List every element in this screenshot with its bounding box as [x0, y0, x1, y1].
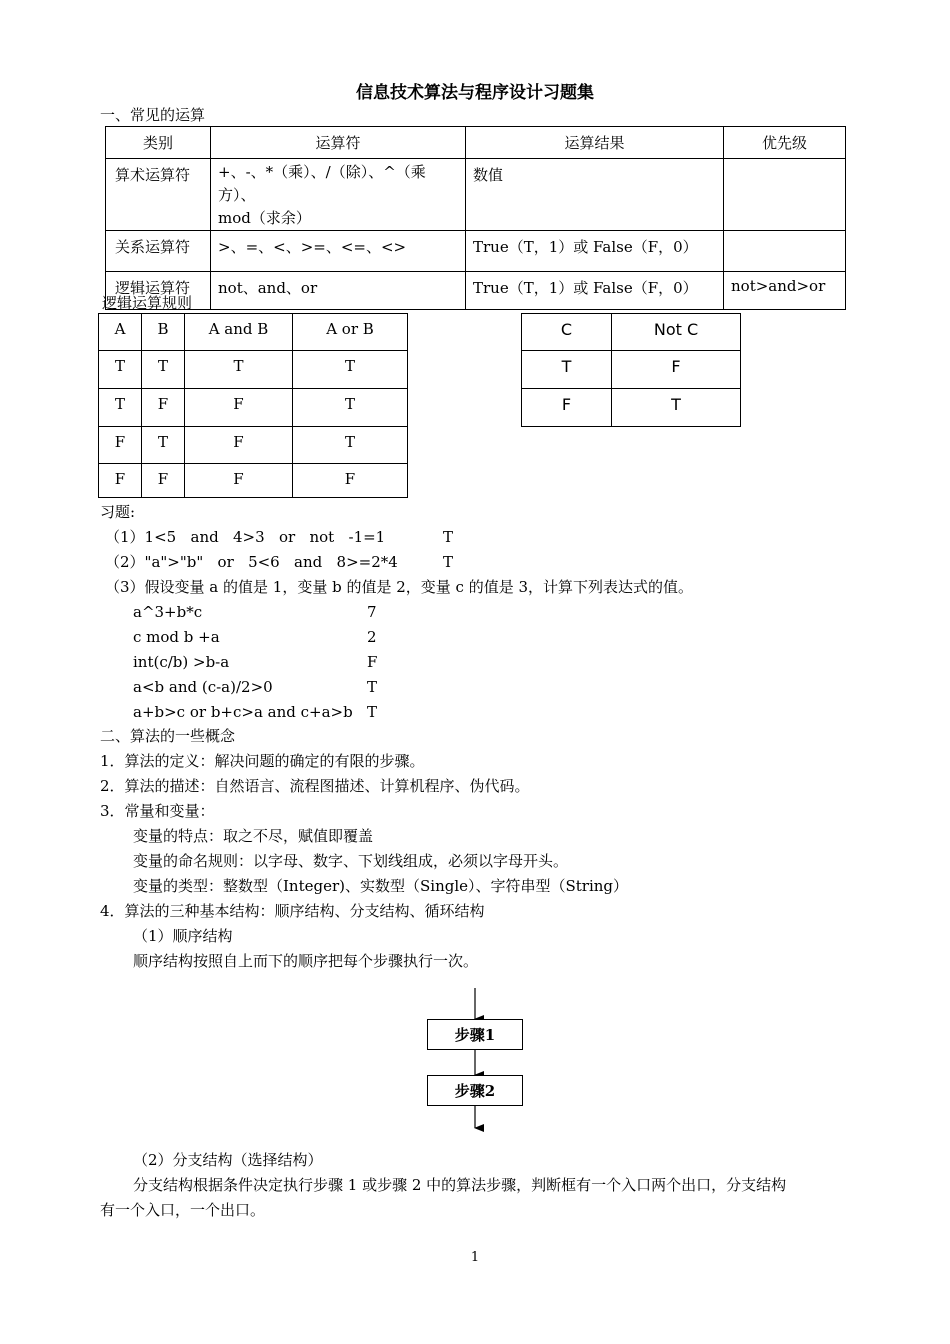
expression: a<b and (c-a)/2>0 [133, 678, 273, 696]
operator-line: mod（求余） [218, 209, 311, 227]
table-cell: F [142, 389, 185, 427]
header-operator: 运算符 [211, 127, 466, 159]
sequence-description: 顺序结构按照自上而下的顺序把每个步骤执行一次。 [133, 952, 479, 970]
result-cell: True（T，1）或 False（F，0） [466, 231, 724, 272]
header-not-c: Not C [612, 314, 741, 351]
table-cell: T [293, 427, 408, 464]
table-cell: T [99, 389, 142, 427]
logic-rules-heading: 逻辑运算规则 [102, 294, 193, 312]
table-cell: F [99, 464, 142, 498]
category-cell: 逻辑运算符 [106, 272, 211, 310]
header-a-and-b: A and B [185, 314, 293, 351]
expression: c mod b +a [133, 628, 220, 646]
basic-structures: 4．算法的三种基本结构：顺序结构、分支结构、循环结构 [100, 902, 485, 920]
table-cell: F [293, 464, 408, 498]
variable-types: 变量的类型：整数型（Integer)、实数型（Single）、字符串型（String） [133, 877, 629, 895]
section2-heading: 二、算法的一些概念 [100, 727, 236, 745]
table-cell: T [293, 389, 408, 427]
table-cell: T [293, 351, 408, 389]
expression: int(c/b) >b-a [133, 653, 230, 671]
variable-features: 变量的特点：取之不尽，赋值即覆盖 [133, 827, 374, 845]
operator-cell: not、and、or [211, 272, 466, 310]
table-cell: T [612, 389, 741, 427]
header-priority: 优先级 [724, 127, 846, 159]
branch-heading: （2）分支结构（选择结构） [133, 1151, 323, 1169]
exercise-1: （1）1<5 and 4>3 or not -1=1 [105, 528, 386, 546]
exercise-2-answer: T [443, 553, 454, 571]
result-cell: 数值 [466, 159, 724, 231]
result-cell: True（T，1）或 False（F，0） [466, 272, 724, 310]
exercise-3: （3）假设变量 a 的值是 1，变量 b 的值是 2，变量 c 的值是 3，计算下列表达式的值。 [105, 578, 694, 596]
table-cell: F [185, 427, 293, 464]
header-a: A [99, 314, 142, 351]
table-cell: T [142, 427, 185, 464]
section1-heading: 一、常见的运算 [100, 106, 206, 124]
table-cell: F [612, 351, 741, 389]
table-cell: T [185, 351, 293, 389]
table-cell: F [522, 389, 612, 427]
expression-answer: T [367, 678, 378, 696]
algorithm-description: 2．算法的描述：自然语言、流程图描述、计算机程序、伪代码。 [100, 777, 530, 795]
table-cell: T [142, 351, 185, 389]
table-cell: T [522, 351, 612, 389]
variable-naming: 变量的命名规则：以字母、数字、下划线组成，必须以字母开头。 [133, 852, 569, 870]
operator-cell: >、=、<、>=、<=、<> [211, 231, 466, 272]
category-cell: 算术运算符 [106, 159, 211, 231]
header-category: 类别 [106, 127, 211, 159]
table-cell: F [185, 464, 293, 498]
expression: a+b>c or b+c>a and c+a>b [133, 703, 353, 721]
expression-answer: 7 [367, 603, 377, 621]
table-cell: F [142, 464, 185, 498]
header-result: 运算结果 [466, 127, 724, 159]
branch-description-line1: 分支结构根据条件决定执行步骤 1 或步骤 2 中的算法步骤，判断框有一个入口两个出口，分支结构 [133, 1176, 787, 1194]
algorithm-definition: 1．算法的定义：解决问题的确定的有限的步骤。 [100, 752, 425, 770]
exercise-2: （2）"a">"b" or 5<6 and 8>=2*4 [105, 553, 398, 571]
sequence-heading: （1）顺序结构 [133, 927, 233, 945]
exercise-1-answer: T [443, 528, 454, 546]
header-c: C [522, 314, 612, 351]
expression-answer: T [367, 703, 378, 721]
category-cell: 关系运算符 [106, 231, 211, 272]
header-b: B [142, 314, 185, 351]
table-cell: F [99, 427, 142, 464]
expression-answer: 2 [367, 628, 377, 646]
flow-step-1-box: 步骤1 [427, 1019, 523, 1050]
table-cell: F [185, 389, 293, 427]
exercises-heading: 习题: [100, 503, 136, 521]
priority-cell: not>and>or [724, 272, 846, 310]
flow-step-2-box: 步骤2 [427, 1075, 523, 1106]
branch-description-line2: 有一个入口，一个出口。 [100, 1201, 266, 1219]
header-a-or-b: A or B [293, 314, 408, 351]
expression-answer: F [367, 653, 378, 671]
constants-variables: 3．常量和变量： [100, 802, 215, 820]
page-number: 1 [470, 1250, 480, 1265]
operator-line: +、-、*（乘）、/（除）、^（乘方）、 [218, 163, 426, 204]
page-title: 信息技术算法与程序设计习题集 [356, 83, 594, 103]
table-cell: T [99, 351, 142, 389]
expression: a^3+b*c [133, 603, 203, 621]
